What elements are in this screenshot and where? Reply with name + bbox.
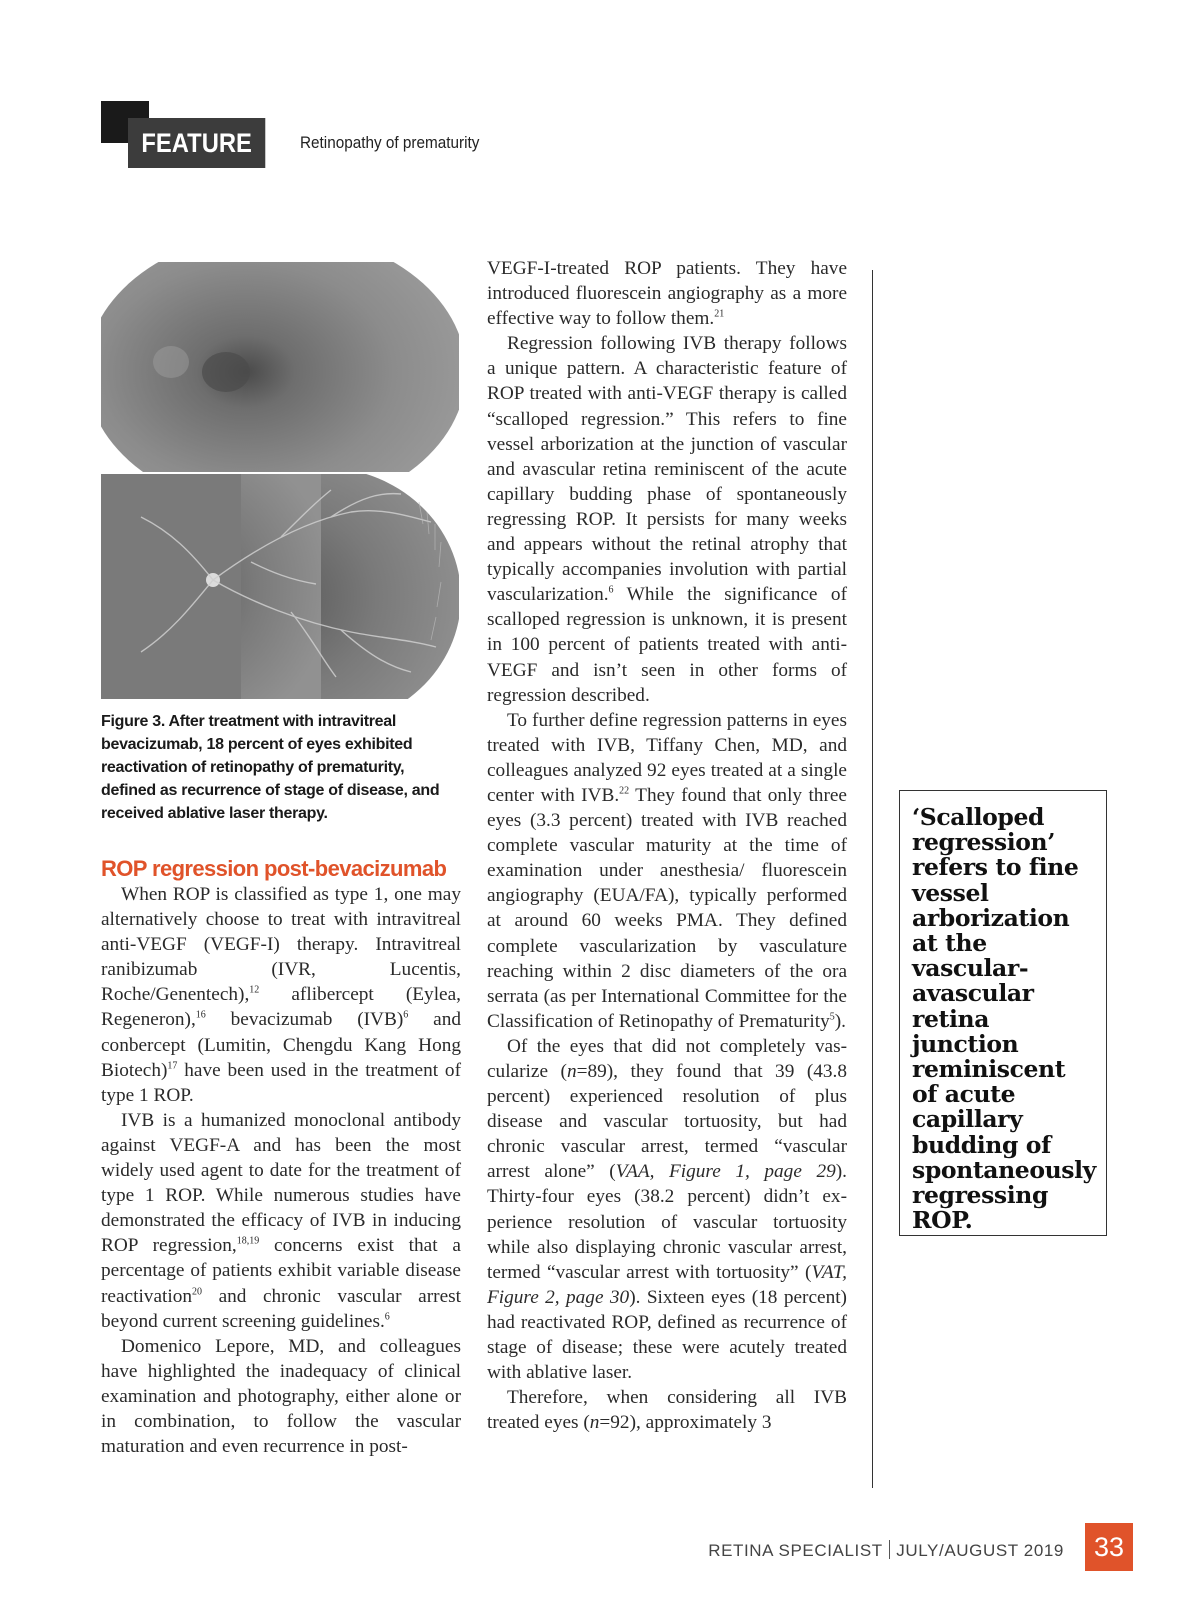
body-column-1 bbox=[101, 882, 461, 1459]
topic-label: Retinopathy of prematurity bbox=[300, 133, 480, 152]
paragraph: Domenico Lepore, MD, and colleagues have highlighted the inadequacy of clinical examination and photography, either alone or in combination, to follow the vascular maturation and even recurrence in post- bbox=[101, 1335, 461, 1458]
section-badge: FEATURE bbox=[128, 118, 265, 168]
column-divider bbox=[872, 270, 873, 1488]
paragraph: IVB is a humanized monoclonal antibody against VEGF-A and has been the most widely used agent to date for the treatment of type 1 ROP. While numerous studies have demonstrated the efficacy of IVB in inducing ROP regression,$^{18,19}$ concerns exist that a percentage of patients exhibit variable disease reactivation$^{20}$ and chronic vascular arrest beyond current screening guidelines.$^6$ bbox=[101, 1109, 461, 1332]
section-heading: ROP regression post-bevacizumab bbox=[101, 856, 447, 881]
figure-caption: Figure 3. After treatment with intravitreal bevacizumab, 18 percent of eyes exhibited reactivation of retinopathy of prematurity, defined as recurrence of stage of disease, and received ablative laser therapy. bbox=[101, 713, 440, 822]
publication-name: RETINA SPECIALIST bbox=[708, 1541, 883, 1560]
body-column-2 bbox=[487, 256, 847, 1435]
paragraph: To further define regression patterns in eyes treated with IVB, Tiffany Chen, MD, and colleagues analyzed 92 eyes treated at a single center with IVB.$^{22}$ They found that only three eyes (3.3 percent) treated with IVB reached complete vascular maturity at the time of examination under anesthesia/ fluorescein angiography (EUA/FA), typically performed at around 60 weeks PMA. They defined complete vascularization by vasculature reaching within 2 disc diameters of the ora serrata (as per International Committee for the Classification of Retinopathy of Prematurity$^5$). bbox=[487, 709, 847, 1032]
footer-separator bbox=[889, 1540, 891, 1559]
pull-quote-box bbox=[899, 790, 1107, 1236]
page-number: 33 bbox=[1085, 1523, 1133, 1571]
paragraph: Regression following IVB therapy follows a unique pattern. A characteristic feature of ROP treated with anti-VEGF therapy is called “scalloped regression.” This refers to fine vessel arborization at the junction of vascular and avascular retina reminiscent of the acute capillary budding phase of spontaneously regressing ROP. It persists for many weeks and appears without the retinal atrophy that typically accompanies involution with partial vascularization.$^6$ While the significance of scalloped regression is unknown, it is present in 100 percent of patients treated with anti-VEGF and isn’t seen in other forms of regression described. bbox=[487, 333, 847, 706]
paragraph: When ROP is classified as type 1, one may alternatively choose to treat with intravitreal anti-VEGF (VEGF-I) therapy. Intravitreal ranibizumab (IVR, Lucentis, Roche/Genentech),$^{12}$ aflibercept (Eylea, Regeneron),$^{16}$ bevacizumab (IVB)$^6$ and conbercept (Lumitin, Chengdu Kang Hong Biotech)$^{17}$ have been used in the treatment of type 1 ROP. bbox=[101, 884, 461, 1106]
pull-quote-text: ‘Scalloped regression’ refers to fine vessel arborization at the vascular-avascular retina junction reminiscent of acute capillary budding of spontaneously regressing ROP. bbox=[912, 803, 1096, 1235]
paragraph: Therefore, when considering all IVB treated eyes (n=92), approximately 3 bbox=[487, 1387, 847, 1434]
figure-3-image bbox=[101, 262, 459, 699]
running-footer bbox=[708, 1540, 1064, 1561]
paragraph: VEGF-I-treated ROP patients. They have introduced fluorescein angiography as a more effective way to follow them.$^{21}$ bbox=[487, 258, 847, 330]
issue-date: JULY/AUGUST 2019 bbox=[896, 1541, 1064, 1560]
paragraph: Of the eyes that did not completely vascularize (n=89), they found that 39 (43.8 percent) experienced resolution of plus disease and vascular tortuosity, but had chronic vascular arrest, termed “vascular arrest alone” (VAA, Figure 1, page 29). Thirty-four eyes (38.2 percent) didn’t experience resolution of vascular tortuosity while also displaying chronic vascular arrest, termed “vascular arrest with tortuosity” (VAT, Figure 2, page 30). Sixteen eyes (18 percent) had reactivated ROP, defined as recurrence of stage of disease; these were acutely treated with ablative laser. bbox=[487, 1035, 847, 1384]
